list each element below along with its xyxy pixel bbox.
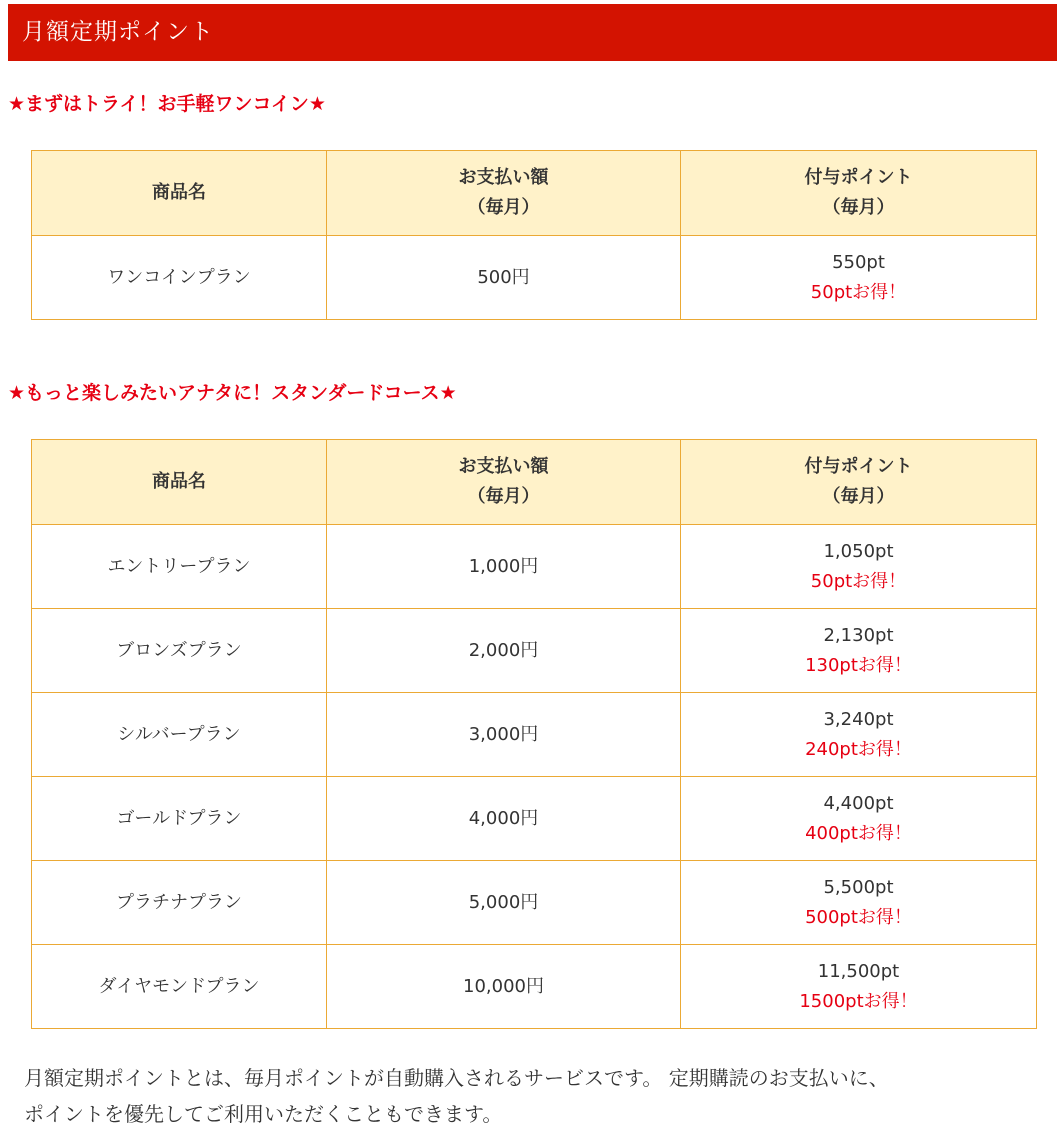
plan-points-cell bbox=[681, 693, 1037, 777]
table-row bbox=[32, 861, 1037, 945]
plan-bonus: 50ptお得！ bbox=[810, 570, 907, 592]
plan-points-cell bbox=[681, 609, 1037, 693]
table-row bbox=[32, 777, 1037, 861]
table-row bbox=[32, 693, 1037, 777]
table-row bbox=[32, 945, 1037, 1029]
column-header-payment bbox=[327, 151, 681, 236]
plan-name-cell: ダイヤモンドプラン bbox=[32, 945, 327, 1029]
plan-bonus: 240ptお得！ bbox=[805, 738, 912, 760]
plan-points: 5,500pt bbox=[823, 876, 894, 898]
column-header-payment bbox=[327, 440, 681, 525]
plan-name-cell: ゴールドプラン bbox=[32, 777, 327, 861]
plan-name-cell: シルバープラン bbox=[32, 693, 327, 777]
plan-bonus: 130ptお得！ bbox=[805, 654, 912, 676]
plan-name-cell: ブロンズプラン bbox=[32, 609, 327, 693]
column-header-label: 付与ポイント bbox=[804, 167, 913, 188]
section-title-standard-course: ★もっと楽しみたいアナタに！スタンダードコース★ bbox=[8, 382, 457, 404]
service-description bbox=[24, 1060, 1034, 1132]
plan-price-cell: 10,000円 bbox=[327, 945, 681, 1029]
column-header-label: お支払い額 bbox=[458, 167, 549, 188]
plan-table-one-coin bbox=[31, 150, 1037, 320]
plan-points: 550pt bbox=[832, 251, 885, 273]
service-description-line: ポイントを優先してご利用いただくこともできます。 bbox=[24, 1102, 503, 1126]
column-header-sublabel: （毎月） bbox=[822, 486, 895, 507]
plan-price-cell: 5,000円 bbox=[327, 861, 681, 945]
service-description-line: 月額定期ポイントとは、毎月ポイントが自動購入されるサービスです。 定期購読のお支払いに、 bbox=[24, 1066, 889, 1090]
plan-points-cell bbox=[681, 236, 1037, 320]
table-row bbox=[32, 525, 1037, 609]
plan-bonus: 400ptお得！ bbox=[805, 822, 912, 844]
plan-name-cell: ワンコインプラン bbox=[32, 236, 327, 320]
plan-table-standard-course bbox=[31, 439, 1037, 1029]
column-header-product bbox=[32, 440, 327, 525]
plan-name-cell: プラチナプラン bbox=[32, 861, 327, 945]
plan-points: 1,050pt bbox=[823, 540, 894, 562]
plan-bonus: 50ptお得！ bbox=[810, 281, 907, 303]
column-header-points bbox=[681, 151, 1037, 236]
plan-points: 4,400pt bbox=[823, 792, 894, 814]
table-row bbox=[32, 609, 1037, 693]
column-header-label: 付与ポイント bbox=[804, 456, 913, 477]
plan-points-cell bbox=[681, 945, 1037, 1029]
plan-bonus: 1500ptお得！ bbox=[799, 990, 918, 1012]
plan-points-cell bbox=[681, 525, 1037, 609]
plan-points: 2,130pt bbox=[823, 624, 894, 646]
column-header-label: 商品名 bbox=[152, 182, 206, 203]
plan-points: 3,240pt bbox=[823, 708, 894, 730]
plan-price-cell: 1,000円 bbox=[327, 525, 681, 609]
plan-price-cell: 3,000円 bbox=[327, 693, 681, 777]
page-title: 月額定期ポイント bbox=[8, 4, 1057, 61]
section-title-one-coin: ★まずはトライ！お手軽ワンコイン★ bbox=[8, 93, 326, 115]
plan-name-cell: エントリープラン bbox=[32, 525, 327, 609]
column-header-points bbox=[681, 440, 1037, 525]
column-header-product bbox=[32, 151, 327, 236]
plan-bonus: 500ptお得！ bbox=[805, 906, 912, 928]
plan-points: 11,500pt bbox=[817, 960, 900, 982]
column-header-sublabel: （毎月） bbox=[467, 486, 540, 507]
table-header-row bbox=[32, 151, 1037, 236]
plan-points-cell bbox=[681, 861, 1037, 945]
column-header-sublabel: （毎月） bbox=[822, 197, 895, 218]
plan-price-cell: 500円 bbox=[327, 236, 681, 320]
column-header-label: 商品名 bbox=[152, 471, 206, 492]
table-row bbox=[32, 236, 1037, 320]
column-header-label: お支払い額 bbox=[458, 456, 549, 477]
plan-points-cell bbox=[681, 777, 1037, 861]
column-header-sublabel: （毎月） bbox=[467, 197, 540, 218]
plan-price-cell: 4,000円 bbox=[327, 777, 681, 861]
table-header-row bbox=[32, 440, 1037, 525]
plan-price-cell: 2,000円 bbox=[327, 609, 681, 693]
